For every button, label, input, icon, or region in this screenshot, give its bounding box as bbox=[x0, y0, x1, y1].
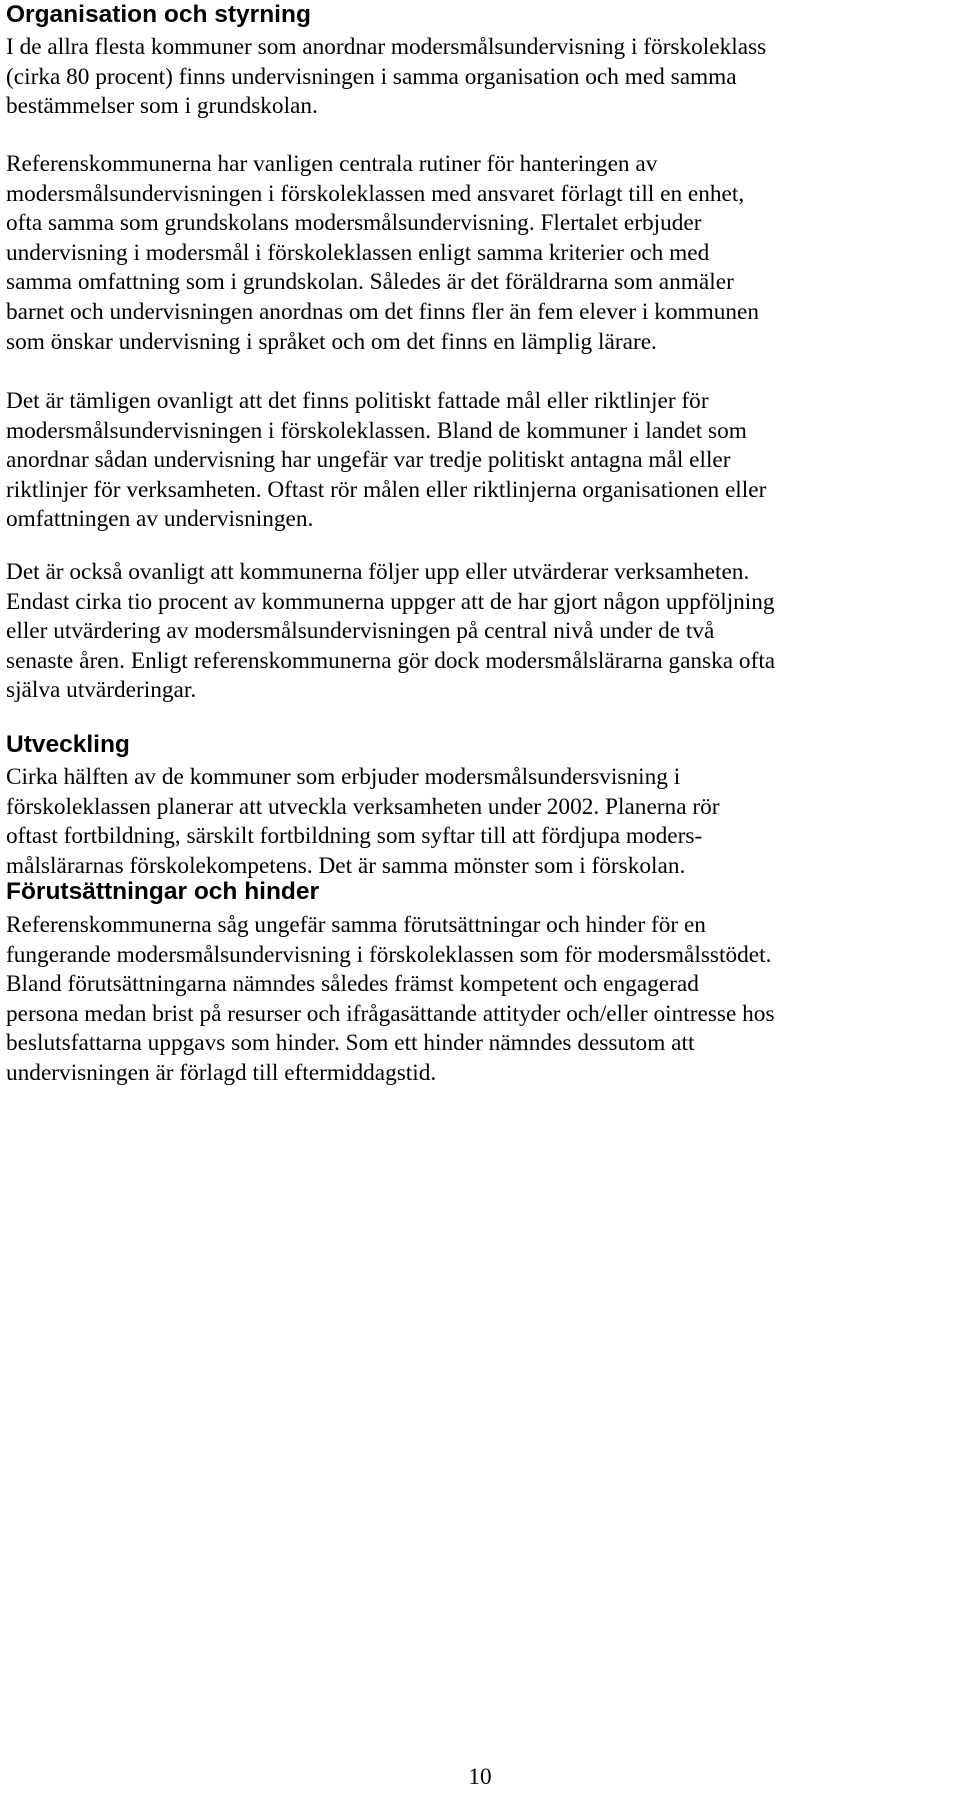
text-line: förskoleklassen planerar att utveckla verksamheten under 2002. Planerna rör bbox=[6, 793, 720, 820]
heading-utveckling: Utveckling bbox=[6, 731, 130, 758]
text-line: eller utvärdering av modersmålsundervisningen på central nivå under de två bbox=[6, 618, 715, 645]
page-number: 10 bbox=[468, 1764, 492, 1790]
text-line: Referenskommunerna såg ungefär samma förutsättningar och hinder för en bbox=[6, 912, 706, 938]
text-line: beslutsfattarna uppgavs som hinder. Som ett hinder nämndes dessutom att bbox=[6, 1030, 695, 1057]
paragraph-organisation-intro bbox=[6, 33, 766, 122]
text-line: Det är tämligen ovanligt att det finns politiskt fattade mål eller riktlinjer för bbox=[6, 388, 709, 414]
text-line: undervisning i modersmål i förskoleklassen enligt samma kriterier och med bbox=[6, 239, 710, 266]
text-line: fungerande modersmålsundervisning i förskoleklassen som för modersmålsstödet. bbox=[6, 941, 772, 968]
paragraph-utveckling bbox=[6, 763, 720, 881]
text-line: ofta samma som grundskolans modersmålsundervisning. Flertalet erbjuder bbox=[6, 210, 702, 237]
text-line: målslärarnas förskolekompetens. Det är samma mönster som i förskolan. bbox=[6, 852, 686, 879]
text-line: oftast fortbildning, särskilt fortbildning som syftar till att fördjupa moders- bbox=[6, 823, 703, 850]
text-line: riktlinjer för verksamheten. Oftast rör målen eller riktlinjerna organisationen eller bbox=[6, 476, 767, 503]
paragraph-uppfoljning bbox=[6, 558, 775, 706]
text-line: (cirka 80 procent) finns undervisningen i samma organisation och med samma bbox=[6, 63, 737, 90]
text-line: modersmålsundervisningen i förskoleklassen med ansvaret förlagt till en enhet, bbox=[6, 180, 745, 207]
heading-organisation-och-styrning: Organisation och styrning bbox=[6, 1, 311, 28]
text-line: som önskar undervisning i språket och om det finns en lämplig lärare. bbox=[6, 328, 657, 355]
text-line: samma omfattning som i grundskolan. Således är det föräldrarna som anmäler bbox=[6, 269, 734, 296]
text-line: barnet och undervisningen anordnas om det finns fler än fem elever i kommunen bbox=[6, 298, 760, 325]
text-line: undervisningen är förlagd till eftermiddagstid. bbox=[6, 1059, 437, 1086]
text-line: bestämmelser som i grundskolan. bbox=[6, 93, 318, 120]
text-line: modersmålsundervisningen i förskoleklassen. Bland de kommuner i landet som bbox=[6, 417, 747, 444]
text-line: persona medan brist på resurser och ifrågasättande attityder och/eller ointresse hos bbox=[6, 1000, 775, 1027]
text-line: själva utvärderingar. bbox=[6, 677, 197, 704]
text-line: senaste åren. Enligt referenskommunerna gör dock modersmålslärarna ganska ofta bbox=[6, 647, 776, 674]
text-line: Endast cirka tio procent av kommunerna uppger att de har gjort någon uppföljning bbox=[6, 588, 775, 615]
text-line: Det är också ovanligt att kommunerna följer upp eller utvärderar verksamheten. bbox=[6, 559, 750, 585]
text-line: anordnar sådan undervisning har ungefär var tredje politiskt antagna mål eller bbox=[6, 447, 731, 474]
text-line: I de allra flesta kommuner som anordnar modersmålsundervisning i förskoleklass bbox=[6, 34, 767, 60]
paragraph-forutsattningar bbox=[6, 911, 775, 1089]
paragraph-referenskommunerna bbox=[6, 150, 759, 357]
text-line: omfattningen av undervisningen. bbox=[6, 506, 314, 533]
paragraph-politiska-mal bbox=[6, 387, 766, 535]
heading-forutsattningar-och-hinder: Förutsättningar och hinder bbox=[6, 878, 320, 905]
text-line: Referenskommunerna har vanligen centrala rutiner för hanteringen av bbox=[6, 151, 658, 177]
text-line: Bland förutsättningarna nämndes således främst kompetent och engagerad bbox=[6, 971, 699, 998]
text-line: Cirka hälften av de kommuner som erbjuder modersmålsundersvisning i bbox=[6, 764, 681, 790]
